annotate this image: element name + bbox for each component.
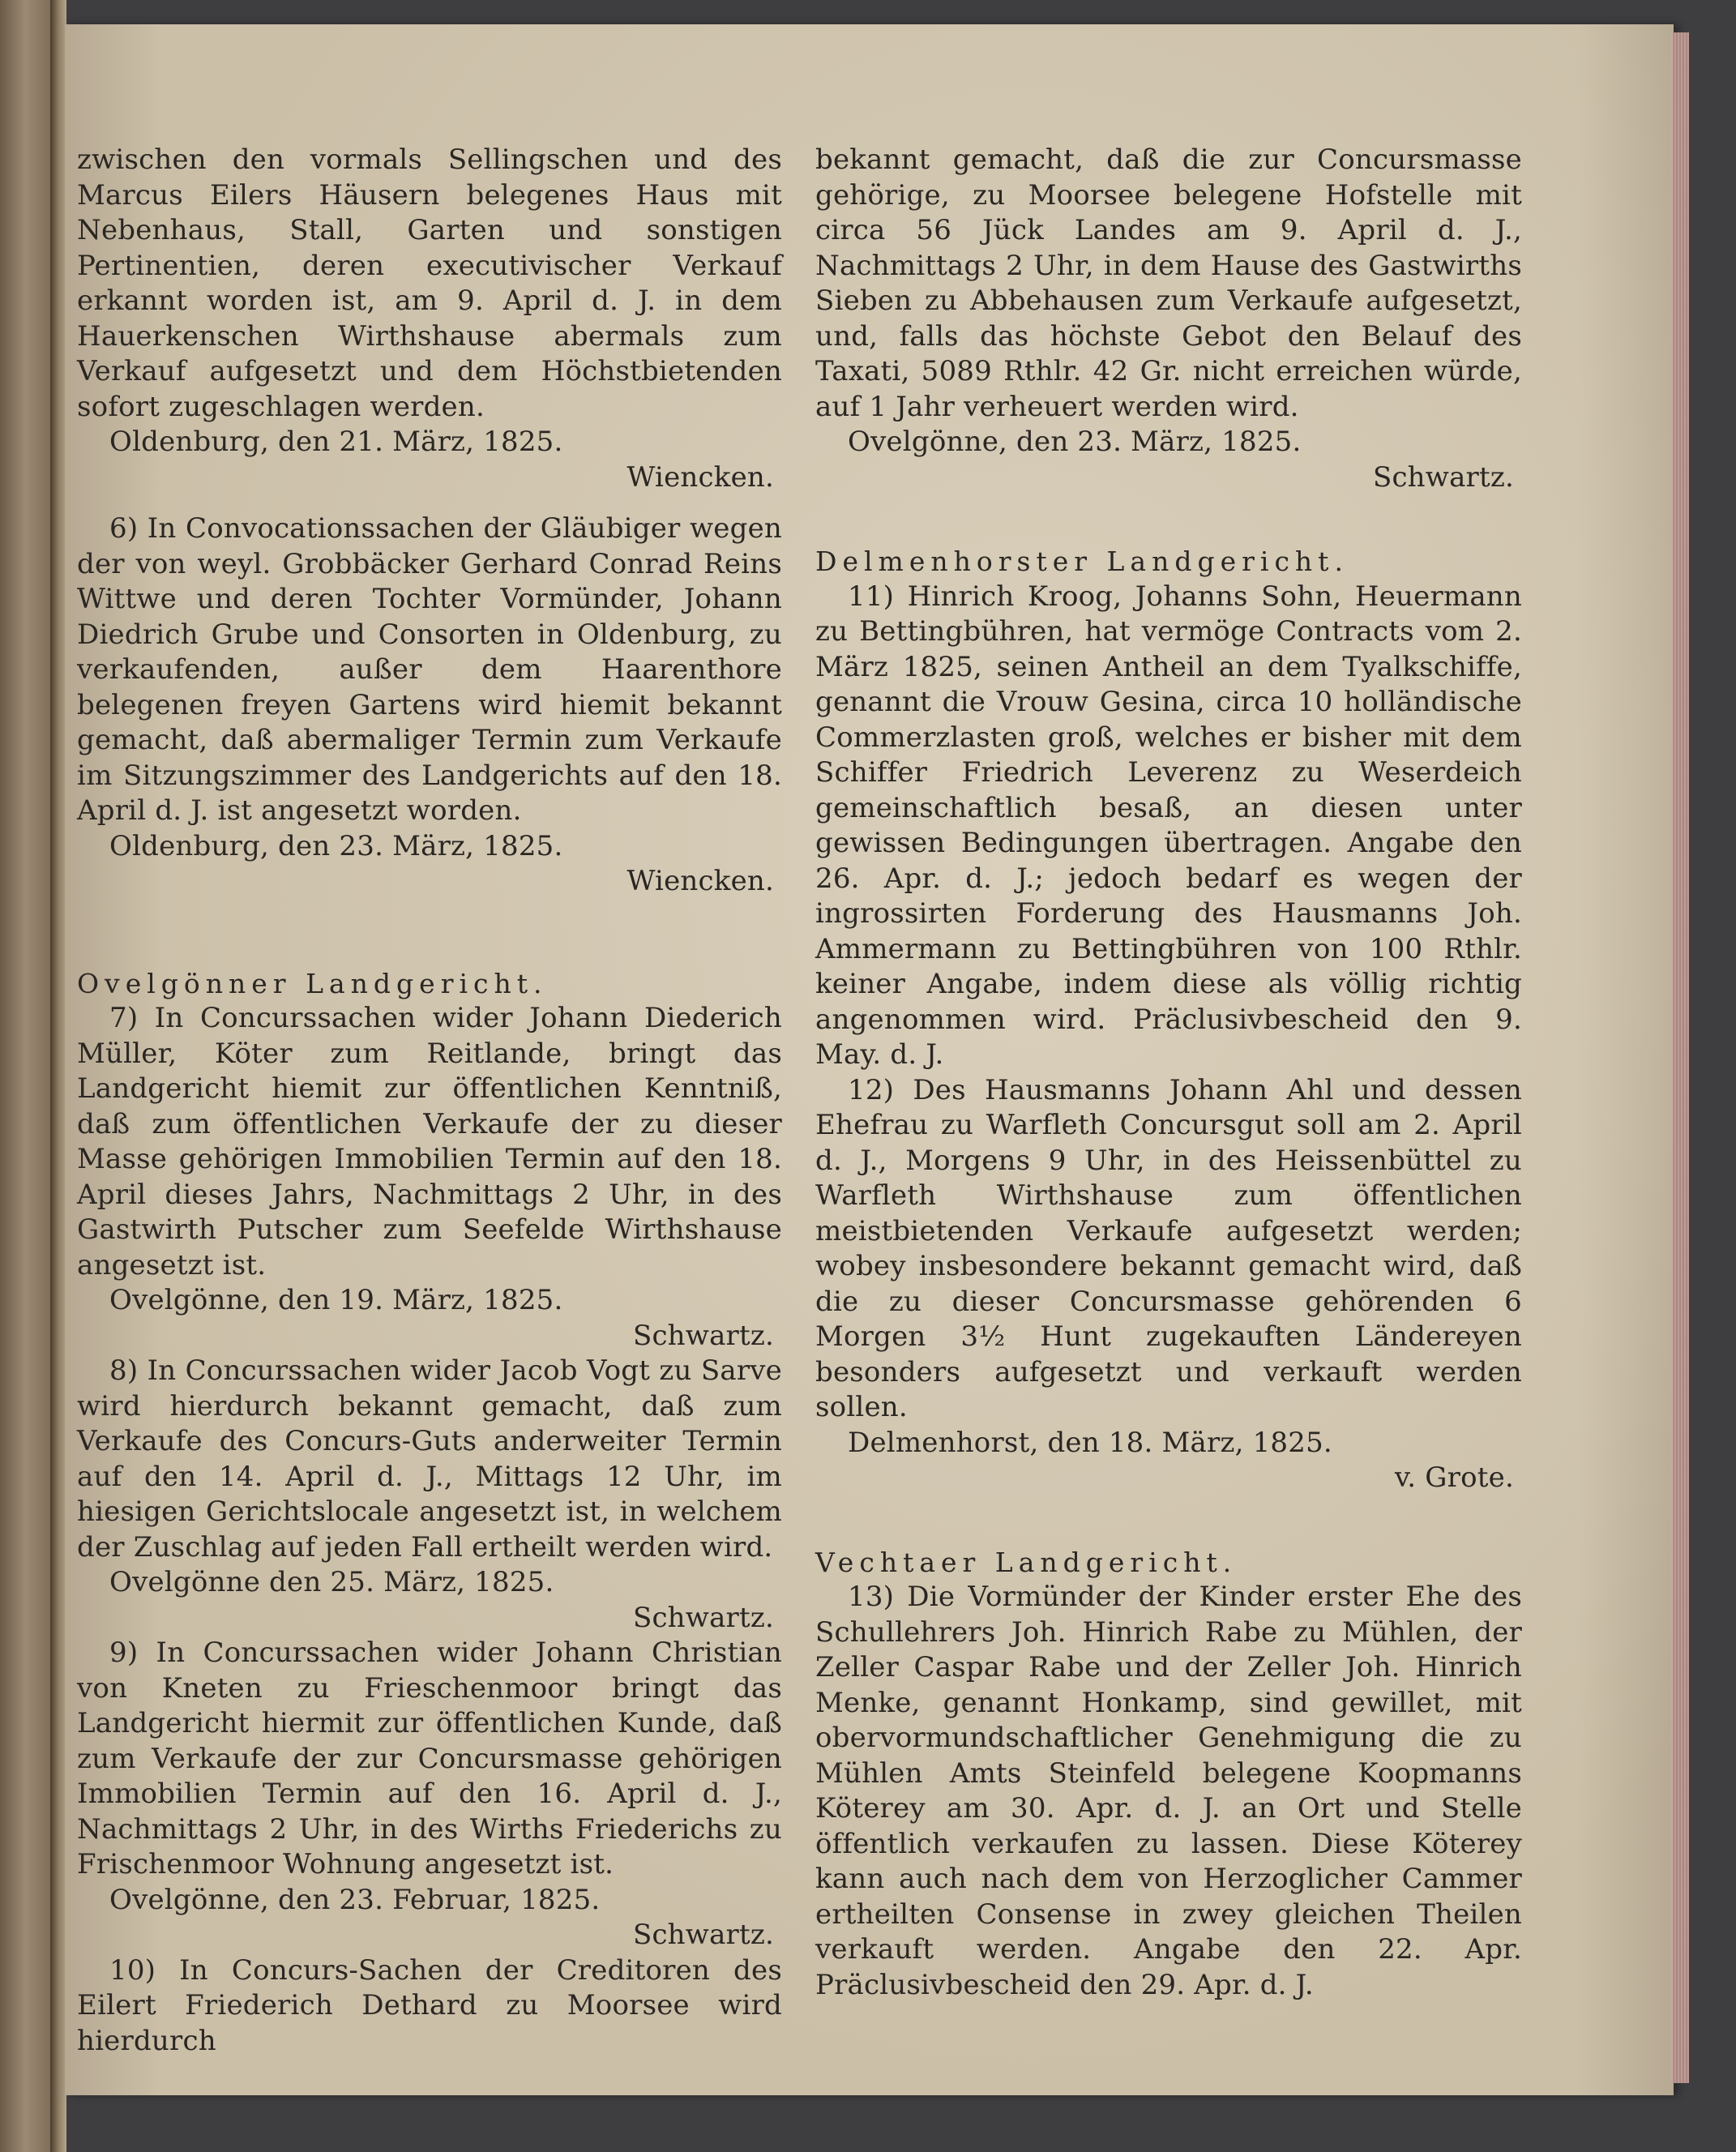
notice-6: 6) In Convocationssachen der Gläubiger wegen der von weyl. Grobbäcker Gerhard Conrad Reins Wittwe und deren Tochter Vormünder, Johann Diedrich Grube und Consorten in Oldenburg, zu verkaufenden, außer dem Haarenthore belegenen freyen Gartens wird hiemit bekannt gemacht, daß abermaliger Termin zum Verkaufe im Sitzungszimmer des Landgerichts auf den 18. April d. J. ist angesetzt worden. (77, 512, 782, 827)
notice-9-signature: Schwartz. (632, 1919, 774, 1951)
book-gutter (50, 0, 66, 2152)
notice-10-continuation: bekannt gemacht, daß die zur Concursmasse gehörige, zu Moorsee belegene Hofstelle mit circa 56 Jück Landes am 9. April d. J., Nachmittags 2 Uhr, in dem Hause des Gastwirths Sieben zu Abbehausen zum Verkaufe aufgesetzt, und, falls das höchste Gebot den Belauf des Taxati, 5089 Rthlr. 42 Gr. nicht erreichen würde, auf 1 Jahr verheuert werden wird. (815, 143, 1522, 423)
right-column (815, 143, 1522, 2003)
notice-5-signature: Wiencken. (626, 460, 774, 494)
notice-12-signature: v. Grote. (1394, 1461, 1514, 1494)
left-column (77, 143, 782, 2059)
notice-7-place-date: Ovelgönne, den 19. März, 1825. (109, 1284, 563, 1316)
notice-8-signature: Schwartz. (632, 1601, 774, 1634)
notice-8-place-date: Ovelgönne den 25. März, 1825. (109, 1566, 554, 1598)
notice-6-place-date: Oldenburg, den 23. März, 1825. (109, 829, 563, 862)
notice-6-signature: Wiencken. (626, 865, 774, 897)
heading-ovelgonne-court: Ovelgönner Landgericht. (77, 967, 548, 999)
heading-vechta-court: Vechtaer Landgericht. (815, 1546, 1238, 1578)
notice-9: 9) In Concurssachen wider Johann Christian von Kneten zu Frieschenmoor bringt das Landgericht hiermit zur öffentlichen Kunde, daß zum Verkaufe der zur Concursmasse gehörigen Immobilien Termin auf den 16. April d. J., Nachmittags 2 Uhr, in des Wirths Friederichs zu Frischenmoor Wohnung angesetzt ist. (77, 1636, 782, 1880)
notice-10-start: 10) In Concurs-Sachen der Creditoren des Eilert Friederich Dethard zu Moorsee wird hierdurch (77, 1953, 782, 2057)
notice-12-place-date: Delmenhorst, den 18. März, 1825. (848, 1426, 1332, 1459)
notice-13: 13) Die Vormünder der Kinder erster Ehe des Schullehrers Joh. Hinrich Rabe zu Mühlen, der Zeller Caspar Rabe und der Zeller Joh. Hinrich Menke, genannt Honkamp, sind gewillet, mit obervormundschaftlicher Genehmigung die zu Mühlen Amts Steinfeld belegene Koopmanns Köterey am 30. Apr. d. J. an Ort und Stelle öffentlich verkaufen zu lassen. Diese Köterey kann auch nach dem von Herzoglicher Cammer ertheilten Consense in zwey gleichen Theilen verkauft werden. Angabe den 22. Apr. Präclusivbescheid den 29. Apr. d. J. (815, 1581, 1522, 2001)
notice-12: 12) Des Hausmanns Johann Ahl und dessen Ehefrau zu Warfleth Concursgut soll am 2. April d. J., Morgens 9 Uhr, in des Heissenbüttel zu Warfleth Wirthshause zum öffentlichen meistbietenden Verkaufe aufgesetzt werden; wobey insbesondere bekannt gemacht wird, daß die zu dieser Concursmasse gehörenden 6 Morgen 3½ Hunt zugekauften Ländereyen besonders aufgesetzt und verkauft werden sollen. (815, 1073, 1522, 1423)
notice-11: 11) Hinrich Kroog, Johanns Sohn, Heuermann zu Bettingbühren, hat vermöge Contracts vom 2. März 1825, seinen Antheil an dem Tyalkschiffe, genannt die Vrouw Gesina, circa 10 holländische Commerzlasten groß, welches er bisher mit dem Schiffer Friedrich Leverenz zu Weserdeich gemeinschaftlich besaß, an diesen unter gewissen Bedingungen übertragen. Angabe den 26. Apr. d. J.; jedoch bedarf es wegen der ingrossirten Forderung des Hausmanns Joh. Ammermann zu Bettingbühren von 100 Rthlr. keiner Angabe, indem diese als völlig richtig angenommen wird. Präclusivbescheid den 9. May. d. J. (815, 580, 1522, 1071)
notice-7-signature: Schwartz. (632, 1319, 774, 1352)
notice-8: 8) In Concurssachen wider Jacob Vogt zu Sarve wird hierdurch bekannt gemacht, daß zum Verkaufe des Concurs-Guts anderweiter Termin auf den 14. April d. J., Mittags 12 Uhr, im hiesigen Gerichtslocale angesetzt ist, in welchem der Zuschlag auf jeden Fall ertheilt werden wird. (77, 1354, 782, 1564)
notice-5-continuation: zwischen den vormals Sellingschen und des Marcus Eilers Häusern belegenes Haus mit Nebenhaus, Stall, Garten und sonstigen Pertinentien, deren executivischer Verkauf erkannt worden ist, am 9. April d. J. in dem Hauerkenschen Wirthshause abermals zum Verkauf aufgesetzt und dem Höchstbietenden sofort zugeschlagen werden. (77, 143, 782, 423)
heading-delmenhorst-court: Delmenhorster Landgericht. (815, 545, 1349, 577)
notice-7: 7) In Concurssachen wider Johann Diederich Müller, Köter zum Reitlande, bringt das Landgericht hiemit zur öffentlichen Kenntniß, daß zum öffentlichen Verkaufe der zu dieser Masse gehörigen Immobilien Termin auf den 18. April dieses Jahrs, Nachmittags 2 Uhr, in des Gastwirth Putscher zum Seefelde Wirthshause angesetzt ist. (77, 1002, 782, 1281)
notice-10-place-date: Ovelgönne, den 23. März, 1825. (848, 426, 1302, 458)
page-stack-edge (1671, 32, 1689, 2083)
previous-page-edge (0, 0, 57, 2152)
notice-9-place-date: Ovelgönne, den 23. Februar, 1825. (109, 1883, 601, 1916)
notice-10-signature: Schwartz. (1372, 460, 1514, 494)
notice-5-place-date: Oldenburg, den 21. März, 1825. (109, 426, 563, 458)
